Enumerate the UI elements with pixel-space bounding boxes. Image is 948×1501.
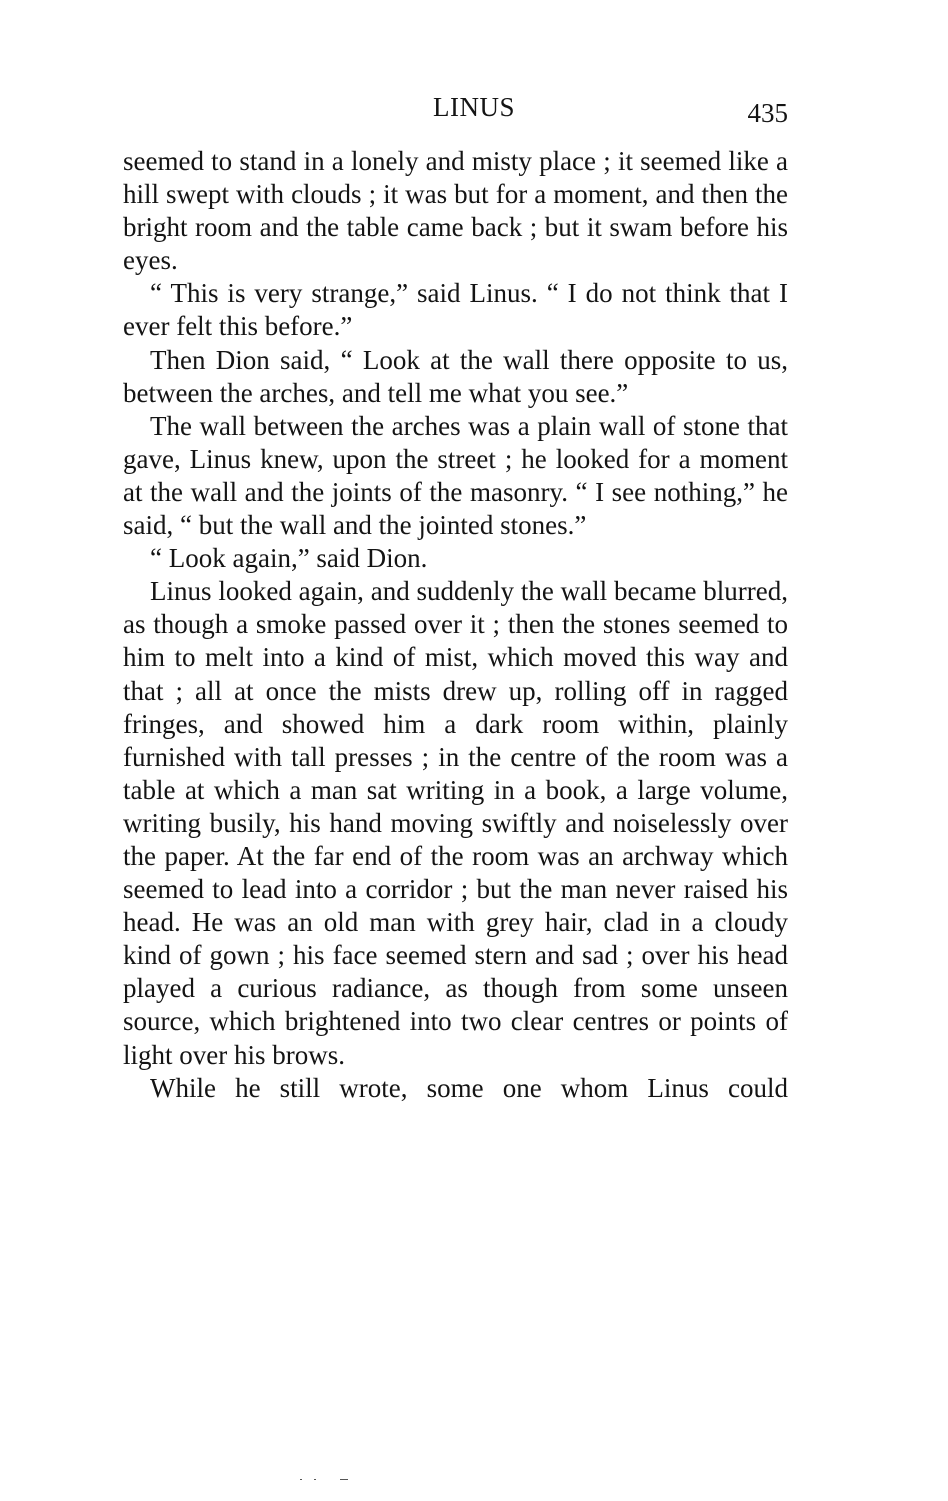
scan-speck [300,1479,302,1480]
scan-specks [300,1479,360,1485]
paragraph-4: The wall between the arches was a plain wall of stone that gave, Linus knew, upon the street ; he looked for a moment at the wall and the joints of the masonry. “ I see nothing,” he said, “ but the wall and the jointed stones.” [123,410,788,541]
paragraph-5: “ Look again,” said Dion. [150,543,428,574]
paragraph-2: “ This is very strange,” said Linus. “ I do not think that I ever felt this before.” [123,278,788,342]
scan-speck [340,1479,348,1480]
body-text [123,145,788,1105]
paragraph-6: Linus looked again, and suddenly the wall became blurred, as though a smoke passed over it ; then the stones seemed to him to melt into a kind of mist, which moved this way and that ; all at once the mists drew up, rolling off in ragged fringes, and showed him a dark room within, plainly furnished with tall presses ; in the centre of the room was a table at which a man sat writing in a book, a large volume, writing busily, his hand moving swiftly and noiselessly over the paper. At the far end of the room was an archway which seemed to lead into a corridor ; but the man never raised his head. He was an old man with grey hair, clad in a cloudy kind of gown ; his face seemed stern and sad ; over his head played a curious radiance, as though from some unseen source, which brightened into two clear centres or points of light over his brows. [123,576,788,1070]
scan-speck [314,1479,316,1480]
page-number: 435 [747,98,788,128]
running-title: LINUS [433,92,515,122]
paragraph-7: While he still wrote, some one whom Linus could [150,1072,788,1103]
paragraph-1: seemed to stand in a lonely and misty place ; it seemed like a hill swept with clouds ; it was but for a moment, and then the bright room and the table came back ; but it swam before his eyes. [123,146,788,276]
paragraph-3: Then Dion said, “ Look at the wall there opposite to us, between the arches, and tell me what you see.” [123,344,788,408]
